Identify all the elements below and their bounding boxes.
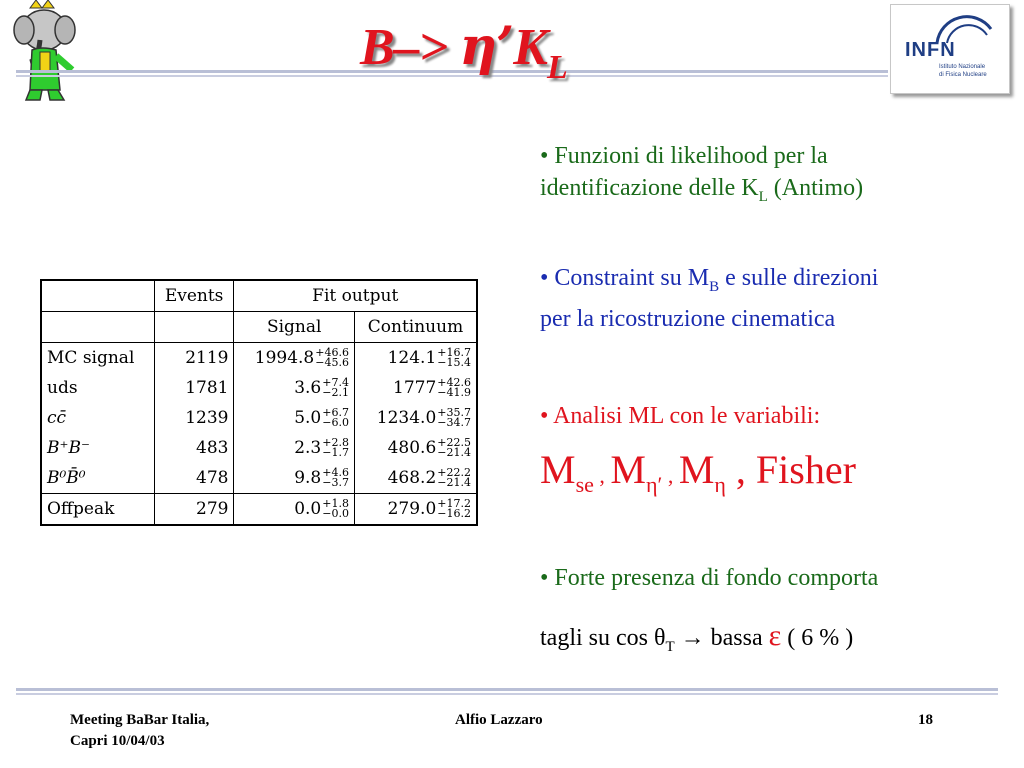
cell-continuum: 279.0 +17.2 −16.2	[387, 497, 471, 521]
title-eta: η’	[459, 16, 514, 77]
cell-sample: B⁰B̄⁰	[41, 463, 154, 494]
cell-events: 279	[154, 494, 234, 526]
bullet-text: per la ricostruzione cinematica	[540, 306, 836, 332]
table-row	[41, 433, 477, 463]
bullet-text: • Constraint su $M_B$ e sulle direzioni	[540, 265, 879, 295]
footer-meeting-name: Meeting BaBar Italia,	[70, 712, 210, 728]
cell-sample: MC signal	[41, 343, 154, 374]
cell-events: 478	[154, 463, 234, 494]
bullet-background-line2: tagli su $\cos \theta_T$ → bassa ε ( 6 % )	[540, 619, 854, 655]
footer-rule-secondary	[16, 693, 998, 695]
slide-title	[360, 16, 567, 86]
babar-elephant-logo	[10, 0, 94, 104]
title-subscript: L	[546, 49, 567, 86]
bullet-text: identificazione delle $K_L$ (Antimo)	[540, 175, 864, 205]
cell-sample: Offpeak	[41, 494, 154, 526]
cell-continuum: 468.2 +22.2 −21.4	[387, 466, 471, 490]
bullet-constraint	[540, 262, 878, 335]
subheader-cell-empty	[41, 312, 154, 343]
infn-logo	[890, 4, 1010, 94]
cell-signal: 0.0 +1.8 −0.0	[234, 494, 355, 526]
footer-author: Alfio Lazzaro	[455, 712, 543, 728]
cell-sample: uds	[41, 373, 154, 403]
cell-continuum: 1234.0 +35.7 −34.7	[376, 406, 471, 430]
cell-events: 2119	[154, 343, 234, 374]
cell-signal: 1994.8 +46.6 −45.6	[234, 343, 355, 374]
cell-events: 483	[154, 433, 234, 463]
cell-continuum: 480.6 +22.5 −21.4	[387, 436, 471, 460]
footer-meeting	[70, 710, 209, 752]
infn-logo-sub1: Istituto Nazionale	[939, 64, 986, 70]
table-row	[41, 343, 477, 374]
table-subheader-row	[41, 312, 477, 343]
table-row-offpeak	[41, 494, 477, 526]
header-fit-output: Fit output	[234, 280, 477, 312]
table-header-row	[41, 280, 477, 312]
bullet-likelihood	[540, 140, 863, 213]
table-body	[41, 343, 477, 494]
bullet-background: • Forte presenza di fondo comporta	[540, 565, 879, 591]
infn-logo-text: INFN	[905, 39, 956, 61]
fit-results-table	[40, 279, 478, 526]
cell-signal: 2.3 +2.8 −1.7	[234, 433, 355, 463]
cell-continuum: 1777 +42.6 −41.9	[393, 376, 471, 400]
bullet-text: • Funzioni di likelihood per la	[540, 143, 828, 169]
infn-logo-sub2: di Fisica Nucleare	[939, 72, 987, 78]
header-signal: Signal	[234, 312, 355, 343]
cell-events: 1781	[154, 373, 234, 403]
footer-rule	[16, 688, 998, 691]
cell-continuum: 124.1 +16.7 −15.4	[387, 346, 471, 370]
cell-signal: 3.6 +7.4 −2.1	[234, 373, 355, 403]
subheader-cell-empty	[154, 312, 234, 343]
cell-events: 1239	[154, 403, 234, 433]
cell-sample: cc̄	[41, 403, 154, 433]
title-k: K	[513, 19, 547, 76]
header-events: Events	[154, 280, 234, 312]
header-continuum: Continuum	[354, 312, 477, 343]
ml-variables: $M_{se}$ , $M_{\eta'}$ , $M_\eta$ , Fisher	[540, 447, 856, 497]
footer-meeting-date: Capri 10/04/03	[70, 733, 165, 749]
infn-logo-subtext	[939, 63, 987, 79]
table-row	[41, 373, 477, 403]
cell-signal: 5.0 +6.7 −6.0	[234, 403, 355, 433]
table-row	[41, 463, 477, 494]
cell-sample: B⁺B⁻	[41, 433, 154, 463]
header-cell-empty	[41, 280, 154, 312]
footer-page-number: 18	[918, 712, 933, 728]
cell-signal: 9.8 +4.6 −3.7	[234, 463, 355, 494]
title-main: B–>	[360, 19, 460, 76]
table-row	[41, 403, 477, 433]
bullet-analysis-ml: • Analisi ML con le variabili:	[540, 403, 821, 429]
